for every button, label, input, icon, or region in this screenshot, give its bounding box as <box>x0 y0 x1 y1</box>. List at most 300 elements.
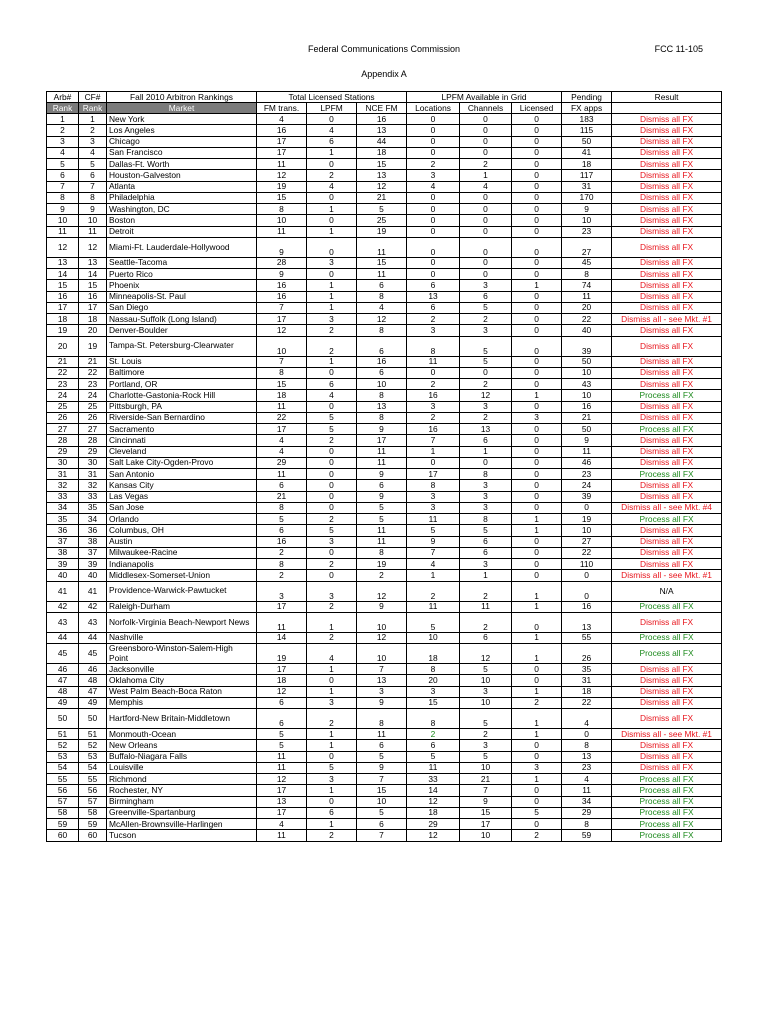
cf-rank-cell: 45 <box>79 644 107 664</box>
locations-cell: 8 <box>407 336 460 356</box>
col-header-fx-apps: FX apps <box>562 103 612 114</box>
market-cell: Baltimore <box>107 367 257 378</box>
channels-cell: 3 <box>460 740 512 751</box>
lpfm-cell: 1 <box>307 729 357 740</box>
channels-cell: 1 <box>460 570 512 581</box>
channels-cell: 5 <box>460 525 512 536</box>
market-cell: Hartford-New Britain-Middletown <box>107 709 257 729</box>
market-cell: Raleigh-Durham <box>107 601 257 612</box>
table-row <box>47 390 722 401</box>
rank-cell: 22 <box>47 367 79 378</box>
result-cell: N/A <box>612 581 722 601</box>
lpfm-cell: 1 <box>307 291 357 302</box>
channels-cell: 2 <box>460 379 512 390</box>
locations-cell: 10 <box>407 632 460 643</box>
fm-trans-cell: 15 <box>257 192 307 203</box>
cf-rank-cell: 32 <box>79 480 107 491</box>
cf-rank-cell: 39 <box>79 559 107 570</box>
fm-trans-cell: 17 <box>257 664 307 675</box>
fm-trans-cell: 4 <box>257 435 307 446</box>
table-row <box>47 729 722 740</box>
result-cell: Process all FX <box>612 424 722 435</box>
lpfm-cell: 0 <box>307 215 357 226</box>
licensed-cell: 0 <box>512 751 562 762</box>
table-row <box>47 125 722 136</box>
rank-cell: 59 <box>47 819 79 830</box>
licensed-cell: 0 <box>512 257 562 268</box>
table-row <box>47 525 722 536</box>
cf-rank-cell: 56 <box>79 785 107 796</box>
market-cell: Seattle-Tacoma <box>107 257 257 268</box>
licensed-cell: 0 <box>512 325 562 336</box>
result-cell: Dismiss all FX <box>612 215 722 226</box>
result-cell: Dismiss all - see Mkt. #4 <box>612 502 722 513</box>
col-header-result: Result <box>612 92 722 103</box>
col-header-nce-fm: NCE FM <box>357 103 407 114</box>
channels-cell: 10 <box>460 762 512 773</box>
rank-cell: 14 <box>47 269 79 280</box>
rank-cell: 45 <box>47 644 79 664</box>
result-cell: Dismiss all FX <box>612 367 722 378</box>
nce-fm-cell: 8 <box>357 412 407 423</box>
lpfm-cell: 1 <box>307 686 357 697</box>
rank-cell: 46 <box>47 664 79 675</box>
channels-cell: 6 <box>460 435 512 446</box>
lpfm-cell: 2 <box>307 601 357 612</box>
result-cell: Dismiss all FX <box>612 491 722 502</box>
col-header-pending: Pending <box>562 92 612 103</box>
lpfm-cell: 5 <box>307 525 357 536</box>
locations-cell: 3 <box>407 170 460 181</box>
table-row <box>47 215 722 226</box>
locations-cell: 5 <box>407 525 460 536</box>
fx-apps-cell: 22 <box>562 697 612 708</box>
rank-cell: 25 <box>47 401 79 412</box>
result-cell: Dismiss all FX <box>612 114 722 125</box>
fx-apps-cell: 20 <box>562 302 612 313</box>
licensed-cell: 0 <box>512 536 562 547</box>
nce-fm-cell: 6 <box>357 336 407 356</box>
locations-cell: 20 <box>407 675 460 686</box>
market-cell: Middlesex-Somerset-Union <box>107 570 257 581</box>
locations-cell: 15 <box>407 697 460 708</box>
table-row <box>47 796 722 807</box>
locations-cell: 0 <box>407 114 460 125</box>
table-row <box>47 686 722 697</box>
nce-fm-cell: 5 <box>357 502 407 513</box>
channels-cell: 0 <box>460 125 512 136</box>
nce-fm-cell: 12 <box>357 581 407 601</box>
channels-cell: 12 <box>460 390 512 401</box>
market-cell: Detroit <box>107 226 257 237</box>
cf-rank-cell: 54 <box>79 762 107 773</box>
locations-cell: 8 <box>407 709 460 729</box>
rank-cell: 60 <box>47 830 79 841</box>
licensed-cell: 0 <box>512 147 562 158</box>
table-body <box>47 114 722 842</box>
lpfm-cell: 0 <box>307 269 357 280</box>
market-cell: Salt Lake City-Ogden-Provo <box>107 457 257 468</box>
nce-fm-cell: 13 <box>357 170 407 181</box>
channels-cell: 3 <box>460 491 512 502</box>
channels-cell: 0 <box>460 147 512 158</box>
lpfm-cell: 4 <box>307 181 357 192</box>
rank-cell: 16 <box>47 291 79 302</box>
cf-rank-cell: 41 <box>79 581 107 601</box>
market-cell: Monmouth-Ocean <box>107 729 257 740</box>
nce-fm-cell: 5 <box>357 514 407 525</box>
nce-fm-cell: 9 <box>357 424 407 435</box>
nce-fm-cell: 6 <box>357 740 407 751</box>
nce-fm-cell: 8 <box>357 325 407 336</box>
channels-cell: 11 <box>460 601 512 612</box>
lpfm-cell: 0 <box>307 237 357 257</box>
market-cell: Jacksonville <box>107 664 257 675</box>
cf-rank-cell: 25 <box>79 401 107 412</box>
fm-trans-cell: 29 <box>257 457 307 468</box>
fx-apps-cell: 74 <box>562 280 612 291</box>
locations-cell: 7 <box>407 435 460 446</box>
nce-fm-cell: 44 <box>357 136 407 147</box>
result-cell: Process all FX <box>612 514 722 525</box>
locations-cell: 3 <box>407 401 460 412</box>
channels-cell: 0 <box>460 114 512 125</box>
lpfm-cell: 0 <box>307 796 357 807</box>
licensed-cell: 0 <box>512 379 562 390</box>
locations-cell: 11 <box>407 514 460 525</box>
channels-cell: 21 <box>460 774 512 785</box>
fx-apps-cell: 39 <box>562 336 612 356</box>
channels-cell: 0 <box>460 204 512 215</box>
market-cell: Philadelphia <box>107 192 257 203</box>
table-row <box>47 709 722 729</box>
fm-trans-cell: 8 <box>257 559 307 570</box>
locations-cell: 2 <box>407 412 460 423</box>
nce-fm-cell: 21 <box>357 192 407 203</box>
licensed-cell: 0 <box>512 269 562 280</box>
table-row <box>47 740 722 751</box>
fm-trans-cell: 5 <box>257 729 307 740</box>
rank-cell: 54 <box>47 762 79 773</box>
lpfm-cell: 1 <box>307 819 357 830</box>
cf-rank-cell: 17 <box>79 302 107 313</box>
market-cell: Norfolk-Virginia Beach-Newport News <box>107 612 257 632</box>
rank-cell: 55 <box>47 774 79 785</box>
lpfm-cell: 0 <box>307 457 357 468</box>
lpfm-cell: 2 <box>307 632 357 643</box>
result-cell: Dismiss all FX <box>612 379 722 390</box>
licensed-cell: 1 <box>512 280 562 291</box>
channels-cell: 10 <box>460 675 512 686</box>
lpfm-cell: 2 <box>307 709 357 729</box>
licensed-cell: 0 <box>512 136 562 147</box>
table-row <box>47 547 722 558</box>
market-cell: Tucson <box>107 830 257 841</box>
table-row <box>47 302 722 313</box>
result-cell: Dismiss all FX <box>612 226 722 237</box>
lpfm-cell: 2 <box>307 435 357 446</box>
fm-trans-cell: 14 <box>257 632 307 643</box>
rank-cell: 29 <box>47 446 79 457</box>
fm-trans-cell: 17 <box>257 807 307 818</box>
lpfm-cell: 5 <box>307 424 357 435</box>
nce-fm-cell: 2 <box>357 570 407 581</box>
table-row <box>47 601 722 612</box>
fm-trans-cell: 11 <box>257 159 307 170</box>
cf-rank-cell: 27 <box>79 424 107 435</box>
table-row <box>47 514 722 525</box>
licensed-cell: 0 <box>512 302 562 313</box>
fm-trans-cell: 28 <box>257 257 307 268</box>
table-row <box>47 192 722 203</box>
fm-trans-cell: 7 <box>257 356 307 367</box>
result-cell: Dismiss all FX <box>612 536 722 547</box>
channels-cell: 3 <box>460 502 512 513</box>
result-cell: Dismiss all FX <box>612 336 722 356</box>
table-row <box>47 314 722 325</box>
table-row <box>47 457 722 468</box>
nce-fm-cell: 6 <box>357 480 407 491</box>
fx-apps-cell: 34 <box>562 796 612 807</box>
table-row <box>47 435 722 446</box>
channels-cell: 1 <box>460 446 512 457</box>
rank-cell: 34 <box>47 502 79 513</box>
lpfm-cell: 1 <box>307 204 357 215</box>
fx-apps-cell: 27 <box>562 536 612 547</box>
fx-apps-cell: 16 <box>562 601 612 612</box>
document-number: FCC 11-105 <box>654 44 703 54</box>
licensed-cell: 0 <box>512 612 562 632</box>
licensed-cell: 1 <box>512 632 562 643</box>
agency-title: Federal Communications Commission <box>307 44 461 54</box>
nce-fm-cell: 7 <box>357 664 407 675</box>
fm-trans-cell: 6 <box>257 697 307 708</box>
fm-trans-cell: 6 <box>257 709 307 729</box>
table-row <box>47 581 722 601</box>
licensed-cell: 0 <box>512 469 562 480</box>
fx-apps-cell: 8 <box>562 269 612 280</box>
locations-cell: 11 <box>407 762 460 773</box>
nce-fm-cell: 12 <box>357 632 407 643</box>
lpfm-cell: 6 <box>307 807 357 818</box>
licensed-cell: 0 <box>512 367 562 378</box>
channels-cell: 7 <box>460 785 512 796</box>
table-row <box>47 280 722 291</box>
channels-cell: 6 <box>460 291 512 302</box>
licensed-cell: 2 <box>512 697 562 708</box>
licensed-cell: 0 <box>512 740 562 751</box>
lpfm-cell: 2 <box>307 325 357 336</box>
fm-trans-cell: 22 <box>257 412 307 423</box>
channels-cell: 6 <box>460 536 512 547</box>
fx-apps-cell: 23 <box>562 226 612 237</box>
result-cell: Dismiss all FX <box>612 181 722 192</box>
result-cell: Dismiss all FX <box>612 302 722 313</box>
rank-cell: 32 <box>47 480 79 491</box>
market-cell: McAllen-Brownsville-Harlingen <box>107 819 257 830</box>
rank-cell: 36 <box>47 525 79 536</box>
col-header-market: Market <box>107 103 257 114</box>
fx-apps-cell: 45 <box>562 257 612 268</box>
lpfm-cell: 0 <box>307 547 357 558</box>
lpfm-cell: 0 <box>307 469 357 480</box>
cf-rank-cell: 52 <box>79 740 107 751</box>
nce-fm-cell: 9 <box>357 697 407 708</box>
rank-cell: 27 <box>47 424 79 435</box>
fm-trans-cell: 11 <box>257 226 307 237</box>
fx-apps-cell: 11 <box>562 446 612 457</box>
market-cell: San Jose <box>107 502 257 513</box>
cf-rank-cell: 26 <box>79 412 107 423</box>
rank-cell: 10 <box>47 215 79 226</box>
market-cell: Chicago <box>107 136 257 147</box>
cf-rank-cell: 53 <box>79 751 107 762</box>
fm-trans-cell: 8 <box>257 204 307 215</box>
table-row <box>47 181 722 192</box>
market-cell: West Palm Beach-Boca Raton <box>107 686 257 697</box>
rank-cell: 15 <box>47 280 79 291</box>
channels-cell: 0 <box>460 215 512 226</box>
market-cell: Sacramento <box>107 424 257 435</box>
cf-rank-cell: 46 <box>79 664 107 675</box>
result-cell: Dismiss all - see Mkt. #1 <box>612 570 722 581</box>
cf-rank-cell: 21 <box>79 356 107 367</box>
licensed-cell: 0 <box>512 181 562 192</box>
locations-cell: 0 <box>407 125 460 136</box>
locations-cell: 6 <box>407 740 460 751</box>
lpfm-cell: 1 <box>307 302 357 313</box>
licensed-cell: 3 <box>512 412 562 423</box>
table-row <box>47 469 722 480</box>
result-cell: Dismiss all FX <box>612 204 722 215</box>
rank-cell: 24 <box>47 390 79 401</box>
market-cell: Memphis <box>107 697 257 708</box>
channels-cell: 2 <box>460 412 512 423</box>
rank-cell: 9 <box>47 204 79 215</box>
channels-cell: 2 <box>460 581 512 601</box>
market-cell: Louisville <box>107 762 257 773</box>
licensed-cell: 1 <box>512 644 562 664</box>
nce-fm-cell: 12 <box>357 314 407 325</box>
fx-apps-cell: 59 <box>562 830 612 841</box>
fx-apps-cell: 55 <box>562 632 612 643</box>
rank-cell: 38 <box>47 547 79 558</box>
fx-apps-cell: 23 <box>562 762 612 773</box>
fx-apps-cell: 10 <box>562 367 612 378</box>
lpfm-cell: 0 <box>307 446 357 457</box>
fm-trans-cell: 6 <box>257 525 307 536</box>
market-cell: New York <box>107 114 257 125</box>
result-cell: Dismiss all FX <box>612 480 722 491</box>
channels-cell: 5 <box>460 709 512 729</box>
licensed-cell: 1 <box>512 525 562 536</box>
cf-rank-cell: 2 <box>79 125 107 136</box>
licensed-cell: 1 <box>512 709 562 729</box>
result-cell: Dismiss all - see Mkt. #1 <box>612 729 722 740</box>
fm-trans-cell: 6 <box>257 480 307 491</box>
nce-fm-cell: 9 <box>357 762 407 773</box>
fm-trans-cell: 11 <box>257 401 307 412</box>
cf-rank-cell: 30 <box>79 457 107 468</box>
lpfm-cell: 1 <box>307 280 357 291</box>
rank-cell: 4 <box>47 147 79 158</box>
market-cell: Washington, DC <box>107 204 257 215</box>
nce-fm-cell: 11 <box>357 269 407 280</box>
cf-rank-cell: 13 <box>79 257 107 268</box>
result-cell: Dismiss all FX <box>612 751 722 762</box>
lpfm-cell: 2 <box>307 170 357 181</box>
cf-rank-cell: 43 <box>79 612 107 632</box>
col-header-arb: Arb# <box>47 92 79 103</box>
fx-apps-cell: 183 <box>562 114 612 125</box>
fx-apps-cell: 27 <box>562 237 612 257</box>
fm-trans-cell: 8 <box>257 502 307 513</box>
fm-trans-cell: 12 <box>257 774 307 785</box>
lpfm-cell: 0 <box>307 751 357 762</box>
market-cell: Birmingham <box>107 796 257 807</box>
channels-cell: 15 <box>460 807 512 818</box>
licensed-cell: 1 <box>512 514 562 525</box>
rank-cell: 18 <box>47 314 79 325</box>
fm-trans-cell: 8 <box>257 367 307 378</box>
fm-trans-cell: 19 <box>257 181 307 192</box>
locations-cell: 0 <box>407 215 460 226</box>
rankings-table <box>46 91 722 842</box>
licensed-cell: 0 <box>512 785 562 796</box>
licensed-cell: 0 <box>512 559 562 570</box>
fm-trans-cell: 17 <box>257 147 307 158</box>
lpfm-cell: 1 <box>307 147 357 158</box>
market-cell: Richmond <box>107 774 257 785</box>
channels-cell: 0 <box>460 457 512 468</box>
locations-cell: 2 <box>407 379 460 390</box>
cf-rank-cell: 55 <box>79 774 107 785</box>
rank-cell: 7 <box>47 181 79 192</box>
market-cell: Atlanta <box>107 181 257 192</box>
cf-rank-cell: 38 <box>79 536 107 547</box>
locations-cell: 0 <box>407 269 460 280</box>
locations-cell: 6 <box>407 280 460 291</box>
cf-rank-cell: 36 <box>79 525 107 536</box>
result-cell: Dismiss all FX <box>612 291 722 302</box>
rank-cell: 56 <box>47 785 79 796</box>
market-cell: Tampa-St. Petersburg-Clearwater <box>107 336 257 356</box>
locations-cell: 0 <box>407 367 460 378</box>
rank-cell: 2 <box>47 125 79 136</box>
nce-fm-cell: 6 <box>357 819 407 830</box>
lpfm-cell: 1 <box>307 612 357 632</box>
result-cell: Dismiss all FX <box>612 269 722 280</box>
cf-rank-cell: 4 <box>79 147 107 158</box>
channels-cell: 6 <box>460 547 512 558</box>
col-header-market-group: Fall 2010 Arbitron Rankings <box>107 92 257 103</box>
fx-apps-cell: 0 <box>562 502 612 513</box>
fx-apps-cell: 9 <box>562 204 612 215</box>
fx-apps-cell: 8 <box>562 819 612 830</box>
appendix-title: Appendix A <box>361 69 407 79</box>
cf-rank-cell: 12 <box>79 237 107 257</box>
table-row <box>47 401 722 412</box>
fm-trans-cell: 19 <box>257 644 307 664</box>
fm-trans-cell: 17 <box>257 785 307 796</box>
table-row <box>47 644 722 664</box>
market-cell: Los Angeles <box>107 125 257 136</box>
fm-trans-cell: 13 <box>257 796 307 807</box>
cf-rank-cell: 16 <box>79 291 107 302</box>
fx-apps-cell: 18 <box>562 159 612 170</box>
fx-apps-cell: 18 <box>562 686 612 697</box>
locations-cell: 18 <box>407 644 460 664</box>
